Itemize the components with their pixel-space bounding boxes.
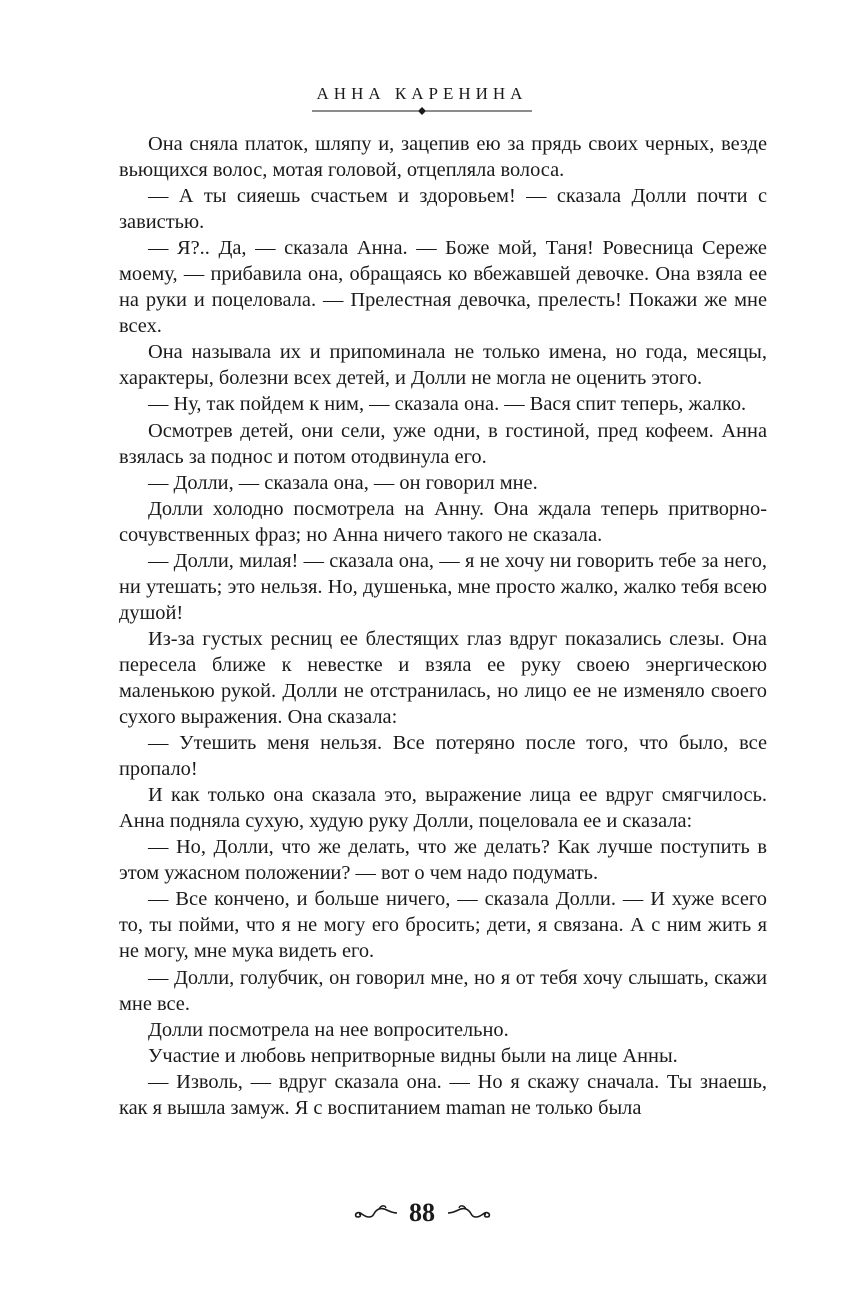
paragraph: Она называла их и припоминала не только имена, но года, месяцы, характеры, болезни всех детей, и Долли не могла не оценить этого. bbox=[119, 341, 767, 390]
header-ornament-rule bbox=[312, 106, 532, 116]
page-number: 88 bbox=[409, 1198, 435, 1228]
paragraph: — Я?.. Да, — сказала Анна. — Боже мой, Таня! Ровесница Сереже моему, — прибавила она, обращаясь ко вбежавшей девочке. Она взяла ее на руки и поцеловала. — Прелестная девочка, прелесть! Покажи же мне всех. bbox=[119, 237, 767, 338]
paragraph: — Долли, — сказала она, — он говорил мне. bbox=[148, 471, 538, 494]
paragraph: Долли посмотрела на нее вопросительно. bbox=[148, 1018, 509, 1041]
paragraph: Долли холодно посмотрела на Анну. Она ждала теперь притворно-сочувственных фраз; но Анна ничего такого не сказала. bbox=[119, 497, 767, 546]
paragraph: Она сняла платок, шляпу и, зацепив ею за прядь своих черных, везде вьющихся волос, мотая головой, отцепляла волоса. bbox=[119, 133, 767, 182]
paragraph: Участие и любовь непритворные видны были на лице Анны. bbox=[148, 1044, 678, 1067]
paragraph: Из-за густых ресниц ее блестящих глаз вдруг показались слезы. Она пересела ближе к невестке и взяла ее руку своею энергическою маленькою рукой. Долли не отстранилась, но лицо ее не изменяло своего сухого выражения. Она сказала: bbox=[119, 627, 767, 729]
paragraph: — Долли, голубчик, он говорил мне, но я от тебя хочу слышать, скажи мне все. bbox=[119, 966, 767, 1015]
paragraph: — Утешить меня нельзя. Все потеряно после того, что было, все пропало! bbox=[119, 732, 767, 781]
paragraph: — Все кончено, и больше ничего, — сказала Долли. — И хуже всего то, ты пойми, что я не могу его бросить; дети, я связана. А с ним жить я не могу, мне мука видеть его. bbox=[119, 888, 767, 963]
body-text bbox=[119, 131, 767, 1121]
paragraph: — Изволь, — вдруг сказала она. — Но я скажу сначала. Ты знаешь, как я вышла замуж. Я с воспитанием maman не только была bbox=[119, 1070, 767, 1119]
paragraph: И как только она сказала это, выражение лица ее вдруг смягчилось. Анна подняла сухую, худую руку Долли, поцеловала ее и сказала: bbox=[119, 784, 767, 833]
page-footer bbox=[0, 1196, 844, 1228]
right-flourish-icon bbox=[446, 1203, 492, 1223]
paragraph: Осмотрев детей, они сели, уже одни, в гостиной, пред кофеем. Анна взялась за поднос и потом отодвинула его. bbox=[119, 419, 767, 468]
paragraph: — А ты сияешь счастьем и здоровьем! — сказала Долли почти с завистью. bbox=[119, 185, 767, 234]
left-flourish-icon bbox=[353, 1203, 399, 1223]
running-header bbox=[0, 84, 844, 116]
paragraph: — Ну, так пойдем к ним, — сказала она. — Вася спит теперь, жалко. bbox=[148, 393, 747, 416]
paragraph: — Долли, милая! — сказала она, — я не хочу ни говорить тебе за него, ни утешать; это нельзя. Но, душенька, мне просто жалко, жалко тебя всею душой! bbox=[119, 549, 767, 624]
book-title: АННА КАРЕНИНА bbox=[316, 84, 528, 103]
paragraph: — Но, Долли, что же делать, что же делать? Как лучше поступить в этом ужасном положении? — вот о чем надо подумать. bbox=[119, 836, 767, 885]
